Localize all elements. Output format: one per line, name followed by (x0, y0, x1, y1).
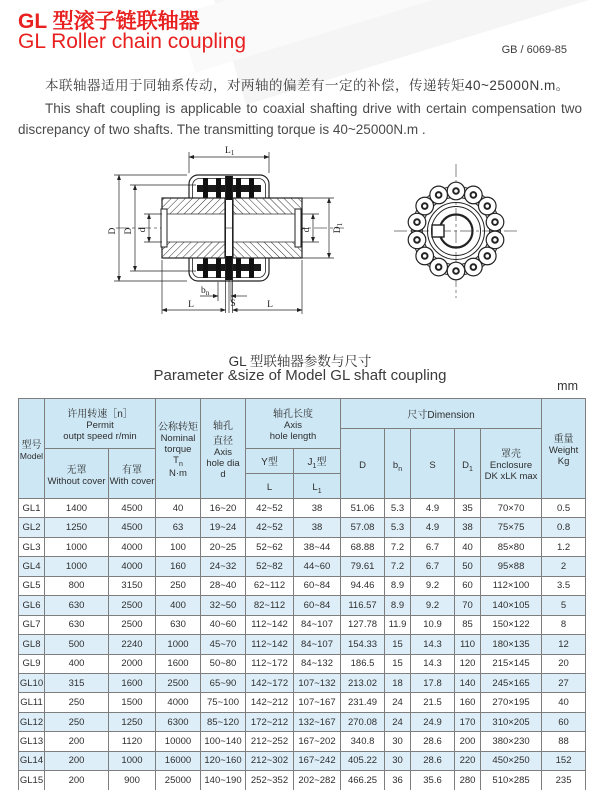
cell: 84~107 (294, 615, 341, 634)
chain-links-top (197, 176, 261, 200)
header-dimension: 尺寸Dimension (341, 399, 542, 429)
cell: 380×230 (481, 732, 542, 751)
cell: 51.06 (341, 499, 385, 518)
cell: 250 (156, 576, 201, 595)
cell: 65~90 (201, 673, 246, 692)
cell: 212~302 (246, 751, 294, 770)
cell: 5.3 (385, 518, 411, 537)
parameter-table (18, 398, 586, 790)
cell: 1600 (156, 654, 201, 673)
header-nominal-torque: 公称转矩 Nominal torque $T_n$ N·m (156, 399, 201, 499)
table-row (19, 693, 586, 712)
cell: 45~70 (201, 635, 246, 654)
table-row (19, 518, 586, 537)
cell: GL5 (19, 576, 45, 595)
cell: 2500 (156, 673, 201, 692)
cell: 21.5 (411, 693, 455, 712)
cell: 85 (455, 615, 481, 634)
cell: 3.5 (542, 576, 586, 595)
cell: 15 (385, 635, 411, 654)
table-header (19, 399, 586, 499)
cell: 4.9 (411, 499, 455, 518)
cell: 11.9 (385, 615, 411, 634)
cell: 2500 (109, 596, 156, 615)
cell: 28~40 (201, 576, 246, 595)
cell: 450×250 (481, 751, 542, 770)
svg-text:L: L (267, 300, 273, 310)
cell: 1000 (45, 557, 109, 576)
cell: 7.2 (385, 537, 411, 556)
cell: 466.25 (341, 771, 385, 790)
cell: 140 (455, 673, 481, 692)
table-row (19, 751, 586, 770)
table-row (19, 771, 586, 790)
cell: 84~107 (294, 635, 341, 654)
cell: 40 (542, 693, 586, 712)
cell: 160 (455, 693, 481, 712)
cell: 4000 (109, 537, 156, 556)
cell: 75×75 (481, 518, 542, 537)
cell: 213.02 (341, 673, 385, 692)
cell: 70×70 (481, 499, 542, 518)
cell: 27 (542, 673, 586, 692)
header-y-type-L: L (246, 474, 294, 499)
cell: 62~112 (246, 576, 294, 595)
cell: 112~142 (246, 615, 294, 634)
cell: GL12 (19, 712, 45, 731)
header-weight: 重量 Weight Kg (542, 399, 586, 499)
cell: 5.3 (385, 499, 411, 518)
cell: 28.6 (411, 751, 455, 770)
cell: 42~52 (246, 518, 294, 537)
cell: 140×105 (481, 596, 542, 615)
hub-right (233, 198, 302, 258)
cell: 42~52 (246, 499, 294, 518)
cell: 68.88 (341, 537, 385, 556)
cell: 110 (455, 635, 481, 654)
cell: 6.7 (411, 537, 455, 556)
table-title-en: Parameter &size of Model GL shaft coupling (153, 367, 447, 384)
cell: 4000 (109, 557, 156, 576)
cell: GL15 (19, 771, 45, 790)
cell: 0.5 (542, 499, 586, 518)
cell: 6300 (156, 712, 201, 731)
cell: 4000 (156, 693, 201, 712)
cell: GL10 (19, 673, 45, 692)
svg-text:d: d (138, 227, 148, 233)
cell: 38 (294, 518, 341, 537)
svg-text:S: S (230, 299, 236, 309)
cell: 231.49 (341, 693, 385, 712)
cell: 1120 (109, 732, 156, 751)
cell: 400 (156, 596, 201, 615)
cell: 112×100 (481, 576, 542, 595)
cell: 9.2 (411, 596, 455, 615)
cell: 112~142 (246, 635, 294, 654)
cell: 2 (542, 557, 586, 576)
table-row (19, 654, 586, 673)
cell: 32~50 (201, 596, 246, 615)
cell: 57.08 (341, 518, 385, 537)
cell: 38 (455, 518, 481, 537)
cell: 1000 (45, 537, 109, 556)
cell: 142~212 (246, 693, 294, 712)
cell: 60~84 (294, 576, 341, 595)
header-col-D1: $D_1$ (455, 429, 481, 499)
cell: 40 (156, 499, 201, 518)
cell: GL8 (19, 635, 45, 654)
cell: 800 (45, 576, 109, 595)
header-without-cover: 无罩 Without cover (45, 449, 109, 499)
table-unit-label: mm (557, 379, 578, 393)
cell: GL6 (19, 596, 45, 615)
cell: 500 (45, 635, 109, 654)
cell: 510×285 (481, 771, 542, 790)
svg-text:D1: $D_1$ (333, 222, 344, 234)
cell: 200 (45, 771, 109, 790)
cell: GL14 (19, 751, 45, 770)
cell: 154.33 (341, 635, 385, 654)
cell: 212~252 (246, 732, 294, 751)
cell: 150×122 (481, 615, 542, 634)
cell: 1600 (109, 673, 156, 692)
cell: 127.78 (341, 615, 385, 634)
cell: 0.8 (542, 518, 586, 537)
cell: 315 (45, 673, 109, 692)
cell: 30 (385, 751, 411, 770)
cell: 9.2 (411, 576, 455, 595)
cell: 1250 (109, 712, 156, 731)
cell: 12 (542, 635, 586, 654)
cell: 4500 (109, 499, 156, 518)
cell: GL13 (19, 732, 45, 751)
header-with-cover: 有罩 With cover (109, 449, 156, 499)
cell: 24.9 (411, 712, 455, 731)
header-col-bn: $b_n$ (385, 429, 411, 499)
cell: 15 (385, 654, 411, 673)
cell: 25000 (156, 771, 201, 790)
cell: 172~212 (246, 712, 294, 731)
cell: 220 (455, 751, 481, 770)
coupling-front-view-drawing (388, 150, 528, 310)
cell: 630 (156, 615, 201, 634)
cell: 142~172 (246, 673, 294, 692)
page-title-en: GL Roller chain coupling (18, 30, 247, 53)
cell: 2240 (109, 635, 156, 654)
cell: 200 (45, 751, 109, 770)
cell: 20 (542, 654, 586, 673)
cell: 50~80 (201, 654, 246, 673)
cell: 63 (156, 518, 201, 537)
cell: 200 (455, 732, 481, 751)
cell: 24 (385, 712, 411, 731)
cell: 186.5 (341, 654, 385, 673)
cell: 94.46 (341, 576, 385, 595)
cell: 10.9 (411, 615, 455, 634)
cell: 152 (542, 751, 586, 770)
standard-code: GB / 6069-85 (501, 44, 567, 56)
cell: 28.6 (411, 732, 455, 751)
cell: 60~84 (294, 596, 341, 615)
cell: 4500 (109, 518, 156, 537)
intro-paragraph-zh: 本联轴器适用于同轴系传动，对两轴的偏差有一定的补偿，传递转矩40~25000N.m。 (45, 78, 570, 93)
cell: 10000 (156, 732, 201, 751)
svg-text:D: D (108, 227, 118, 235)
cell: GL9 (19, 654, 45, 673)
cell: 167~202 (294, 732, 341, 751)
svg-text:bn: $b_n$ (201, 286, 210, 297)
cell: 18 (385, 673, 411, 692)
cell: 38~44 (294, 537, 341, 556)
cell: 40 (455, 537, 481, 556)
cell: 8.9 (385, 596, 411, 615)
cell: 140~190 (201, 771, 246, 790)
cell: 1000 (109, 751, 156, 770)
cell: 250 (45, 693, 109, 712)
cell: GL2 (19, 518, 45, 537)
cell: 38 (294, 499, 341, 518)
cell: 310×205 (481, 712, 542, 731)
cell: 50 (455, 557, 481, 576)
cell: GL7 (19, 615, 45, 634)
cell: 8.9 (385, 576, 411, 595)
svg-text:d: d (302, 227, 312, 233)
header-y-type: Y型 (246, 449, 294, 474)
cell: 8 (542, 615, 586, 634)
table-row (19, 635, 586, 654)
cell: 107~132 (294, 673, 341, 692)
cell: 36 (385, 771, 411, 790)
cell: 250 (45, 712, 109, 731)
table-row (19, 615, 586, 634)
header-j1-type: $J_1$型 (294, 449, 341, 474)
cell: 52~82 (246, 557, 294, 576)
cell: 245×165 (481, 673, 542, 692)
table-body (19, 499, 586, 790)
header-col-enclosure: 罩壳 Enclosure DK xLK max (481, 429, 542, 499)
cell: GL3 (19, 537, 45, 556)
cell: 280 (455, 771, 481, 790)
cell: 24~32 (201, 557, 246, 576)
cell: 85×80 (481, 537, 542, 556)
cell: 100~140 (201, 732, 246, 751)
cell: 75~100 (201, 693, 246, 712)
table-row (19, 537, 586, 556)
header-j1-type-L1: $L_1$ (294, 474, 341, 499)
cell: GL1 (19, 499, 45, 518)
cell: 35 (455, 499, 481, 518)
cell: 60 (455, 576, 481, 595)
svg-text:L1: $L_1$ (225, 146, 235, 157)
cell: 1250 (45, 518, 109, 537)
cell: 35.6 (411, 771, 455, 790)
cell: 112~172 (246, 654, 294, 673)
cell: 40~60 (201, 615, 246, 634)
cell: 167~242 (294, 751, 341, 770)
table-row (19, 673, 586, 692)
header-axis-hole-dia: 轴孔 直径 Axis hole dia d (201, 399, 246, 499)
table-row (19, 596, 586, 615)
cell: 116.57 (341, 596, 385, 615)
cell: 52~62 (246, 537, 294, 556)
cell: 215×145 (481, 654, 542, 673)
cell: 900 (109, 771, 156, 790)
cell: 160 (156, 557, 201, 576)
cell: 120~160 (201, 751, 246, 770)
table-row (19, 557, 586, 576)
cell: 235 (542, 771, 586, 790)
intro-section (18, 74, 582, 140)
cell: 7.2 (385, 557, 411, 576)
table-row (19, 576, 586, 595)
cell: 16000 (156, 751, 201, 770)
cell: 95×88 (481, 557, 542, 576)
intro-paragraph-en-line1: This shaft coupling is applicable to coaxial shafting drive with certain compensation two (45, 101, 582, 116)
cell: 17.8 (411, 673, 455, 692)
cell: 30 (385, 732, 411, 751)
cell: 82~112 (246, 596, 294, 615)
header-model: 型号 Model (19, 399, 45, 499)
svg-text:L: L (188, 300, 194, 310)
cell: 400 (45, 654, 109, 673)
cell: 14.3 (411, 654, 455, 673)
hub-left (161, 198, 225, 258)
cell: 180×135 (481, 635, 542, 654)
coupling-section-drawing (100, 142, 360, 337)
cell: 2500 (109, 615, 156, 634)
table-row (19, 732, 586, 751)
dim-bn (200, 282, 247, 301)
cell: 2000 (109, 654, 156, 673)
page-title-zh: GL 型滚子链联轴器 (18, 10, 200, 33)
cell: 44~60 (294, 557, 341, 576)
table-row (19, 499, 586, 518)
cell: 170 (455, 712, 481, 731)
cell: 270.08 (341, 712, 385, 731)
cell: 1500 (109, 693, 156, 712)
cell: 252~352 (246, 771, 294, 790)
chain-links-bottom (197, 256, 261, 280)
cell: 19~24 (201, 518, 246, 537)
svg-text:D: D (124, 227, 134, 235)
dim-L1 (189, 146, 269, 173)
cell: 107~167 (294, 693, 341, 712)
header-col-S: S (411, 429, 455, 499)
cell: 1000 (156, 635, 201, 654)
cell: 20~25 (201, 537, 246, 556)
intro-paragraph-en-line2: discrepancy of two shafts. The transmitting torque is 40~25000N.m . (18, 122, 426, 137)
keyway-notch (432, 225, 444, 237)
cell: 630 (45, 615, 109, 634)
cell: 120 (455, 654, 481, 673)
cell: 3150 (109, 576, 156, 595)
technical-drawings (0, 142, 600, 347)
cell: 4.9 (411, 518, 455, 537)
table-row (19, 712, 586, 731)
cell: 202~282 (294, 771, 341, 790)
cell: 60 (542, 712, 586, 731)
cell: 340.8 (341, 732, 385, 751)
cell: GL11 (19, 693, 45, 712)
header-axis-hole-length: 轴孔长度 Axis hole length (246, 399, 341, 449)
cell: 1400 (45, 499, 109, 518)
cell: 132~167 (294, 712, 341, 731)
cell: 24 (385, 693, 411, 712)
header-col-D: D (341, 429, 385, 499)
cell: 85~120 (201, 712, 246, 731)
cell: 70 (455, 596, 481, 615)
cell: 6.7 (411, 557, 455, 576)
cell: 100 (156, 537, 201, 556)
cell: 200 (45, 732, 109, 751)
table-title-zh: GL 型联轴器参数与尺寸 (228, 354, 372, 369)
cell: 270×195 (481, 693, 542, 712)
cell: 84~132 (294, 654, 341, 673)
cell: 405.22 (341, 751, 385, 770)
cell: 88 (542, 732, 586, 751)
cell: 5 (542, 596, 586, 615)
cell: 630 (45, 596, 109, 615)
cell: GL4 (19, 557, 45, 576)
cell: 1.2 (542, 537, 586, 556)
header-permit-speed: 许用转速［n］ Permit outpt speed r/min (45, 399, 156, 449)
cell: 79.61 (341, 557, 385, 576)
cell: 16~20 (201, 499, 246, 518)
cell: 14.3 (411, 635, 455, 654)
